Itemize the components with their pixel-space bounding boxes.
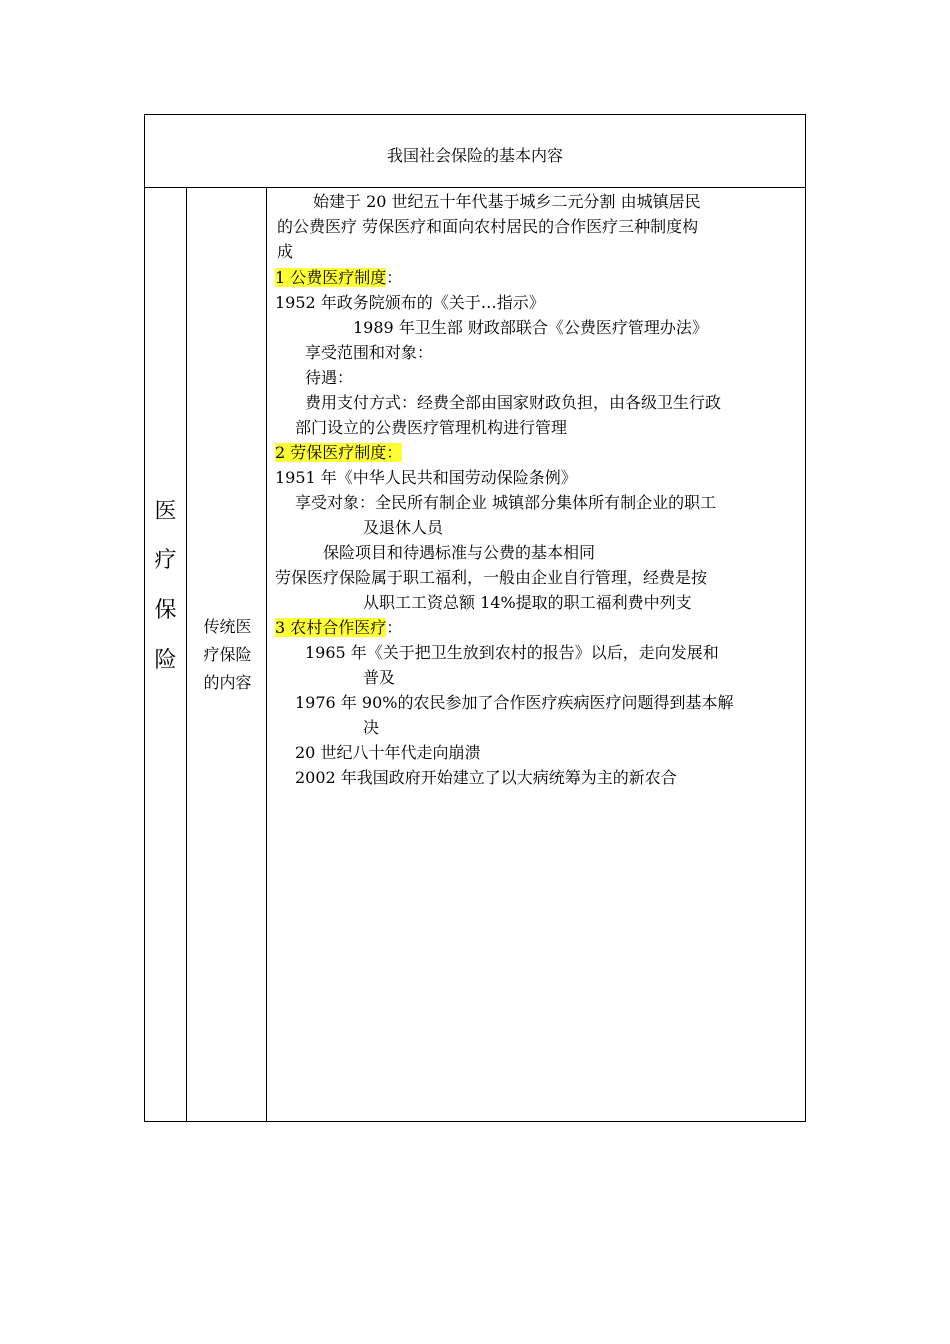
section-heading-suffix: ： xyxy=(386,268,403,287)
subcategory-line: 疗保险 xyxy=(203,645,252,664)
section-line: 从职工工资总额 14%提取的职工福利费中列支 xyxy=(363,593,692,612)
intro-line: 始建于 20 世纪五十年代基于城乡二元分割 由城镇居民 xyxy=(313,192,701,211)
content-cell xyxy=(267,188,805,1121)
section-line: 1965 年《关于把卫生放到农村的报告》以后，走向发展和 xyxy=(305,643,719,662)
table-title: 我国社会保险的基本内容 xyxy=(386,146,563,165)
section-line: 1951 年《中华人民共和国劳动保险条例》 xyxy=(275,468,577,487)
section-line: 1952 年政务院颁布的《关于…指示》 xyxy=(275,293,545,312)
section-heading xyxy=(275,266,402,290)
intro-line: 成 xyxy=(277,242,294,261)
subcategory-cell xyxy=(187,188,267,1121)
content-table xyxy=(144,114,806,1122)
section-line: 享受对象：全民所有制企业 城镇部分集体所有制企业的职工 xyxy=(295,493,717,512)
category-char: 医 xyxy=(154,499,177,524)
section-line: 劳保医疗保险属于职工福利，一般由企业自行管理，经费是按 xyxy=(275,568,708,587)
section-heading-highlight: 2 劳保医疗制度： xyxy=(275,443,403,462)
section-heading-highlight: 1 公费医疗制度 xyxy=(275,268,387,287)
section-line: 待遇： xyxy=(305,368,354,387)
section-line: 1989 年卫生部 财政部联合《公费医疗管理办法》 xyxy=(353,318,708,337)
section-line: 部门设立的公费医疗管理机构进行管理 xyxy=(295,418,568,437)
section-heading-suffix: ： xyxy=(386,618,403,637)
section-line: 普及 xyxy=(363,668,396,687)
section-line: 费用支付方式：经费全部由国家财政负担，由各级卫生行政 xyxy=(305,393,722,412)
section-heading xyxy=(275,616,402,640)
section-line: 1976 年 90%的农民参加了合作医疗疾病医疗问题得到基本解 xyxy=(295,693,734,712)
subcategory-line: 的内容 xyxy=(203,673,252,692)
section-heading-highlight: 3 农村合作医疗 xyxy=(275,618,387,637)
section-line: 及退休人员 xyxy=(363,518,444,537)
category-char: 保 xyxy=(154,598,177,623)
intro-line: 的公费医疗 劳保医疗和面向农村居民的合作医疗三种制度构 xyxy=(277,217,699,236)
section-heading xyxy=(275,441,402,465)
section-line: 2002 年我国政府开始建立了以大病统筹为主的新农合 xyxy=(295,768,677,787)
section-line: 享受范围和对象： xyxy=(305,343,434,362)
category-char: 疗 xyxy=(154,548,177,573)
category-cell xyxy=(145,188,187,1121)
section-line: 20 世纪八十年代走向崩溃 xyxy=(295,743,481,762)
section-line: 决 xyxy=(363,718,380,737)
section-line: 保险项目和待遇标准与公费的基本相同 xyxy=(323,543,596,562)
subcategory-label xyxy=(191,613,264,697)
title-row xyxy=(145,115,805,188)
subcategory-line: 传统医 xyxy=(203,617,252,636)
category-char: 险 xyxy=(154,648,177,673)
